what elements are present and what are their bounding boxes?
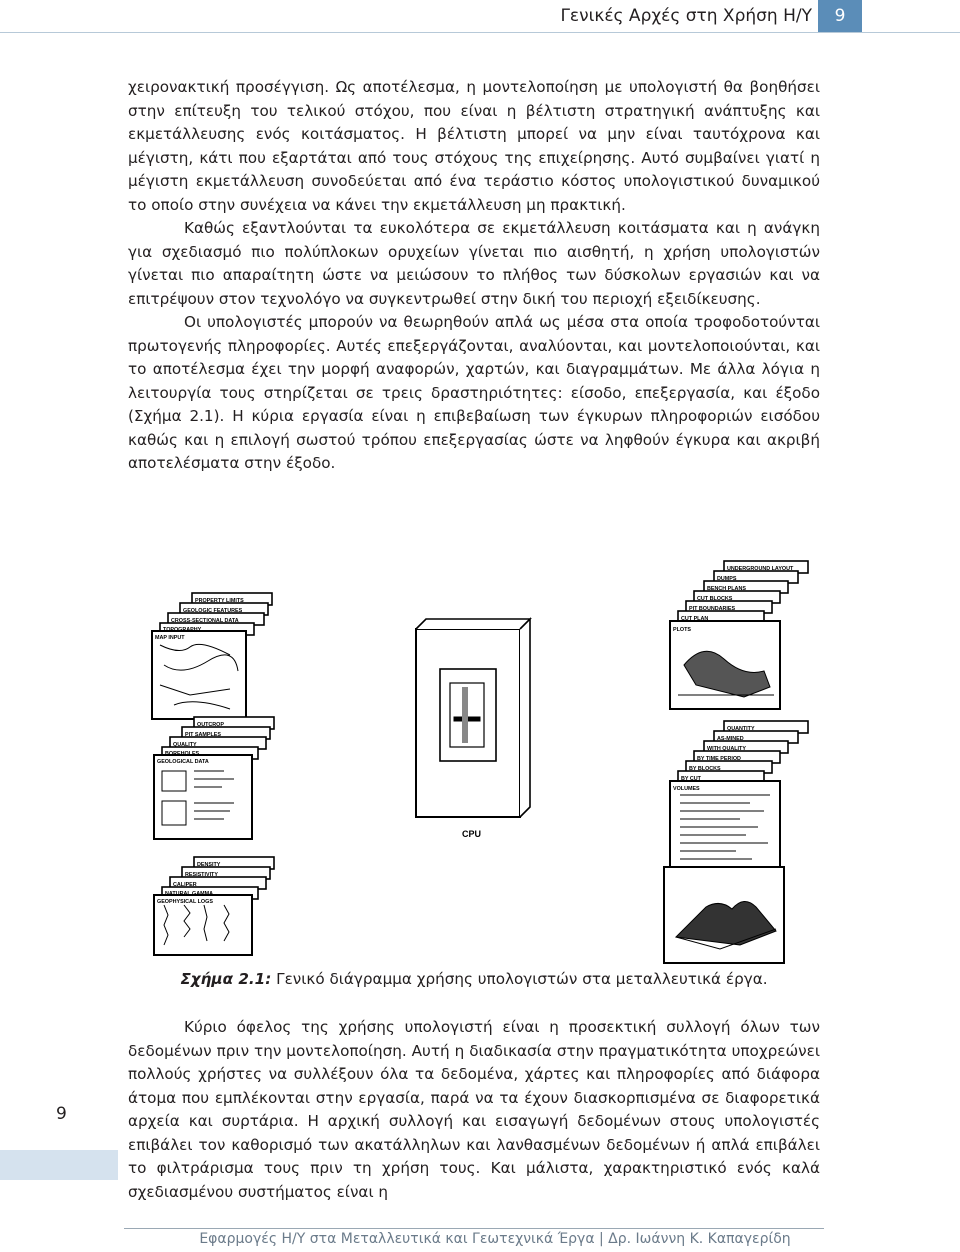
- label-dumps: DUMPS: [717, 576, 737, 582]
- label-property-limits: PROPERTY LIMITS: [195, 598, 244, 604]
- footer-divider: [124, 1228, 824, 1229]
- label-map-input: MAP INPUT: [155, 635, 185, 641]
- paragraph: Κύριο όφελος της χρήσης υπολογιστή είναι η προσεκτική συλλογή όλων των δεδομένων πριν την μοντελοποίηση. Αυτή η διαδικασία στην πραγματικότητα υποχρεώνει πολλούς χρήστες να συλλέξουν όλα τα δεδομένα, χάρτες και πληροφορίες από διάφορα άτομα που εμπλέκονται στην εργασία, παρά να τα έχουν διασκορπισμένα σε διαφορετικά αρχεία και συρτάρια. Η αρχική συλλογή και εισαγωγή δεδομένων στους υπολογιστές επιβάλει τον καθορισμό των ακατάλληλων και λανθασμένων δεδομένων ή απλά επιβάλει το φιλτράρισμα τους πριν τη χρήση τους. Και μάλιστα, χαρακτηριστικό ενός καλά σχεδιασμένου συστήματος είναι η: [128, 1018, 820, 1201]
- label-by-blocks: BY BLOCKS: [689, 766, 721, 772]
- label-quantity: QUANTITY: [727, 726, 755, 732]
- output-stack-plots: [670, 561, 808, 709]
- label-plots: PLOTS: [673, 627, 691, 633]
- side-page-number: 9: [56, 1104, 67, 1124]
- figure-computer-use-diagram: [124, 545, 822, 967]
- page-header-title: Γενικές Αρχές στη Χρήση Η/Υ: [560, 6, 812, 26]
- body-text-bottom: [128, 1016, 820, 1204]
- label-geologic-features: GEOLOGIC FEATURES: [183, 608, 243, 614]
- label-as-mined: AS-MINED: [717, 736, 744, 742]
- label-by-time-period: BY TIME PERIOD: [697, 756, 741, 762]
- output-stack-volumes: [670, 721, 808, 877]
- label-pit-samples: PIT SAMPLES: [185, 732, 221, 738]
- page-number-tab: 9: [818, 0, 862, 32]
- paragraph: Οι υπολογιστές μπορούν να θεωρηθούν απλά ως μέσα στα οποία τροφοδοτούνται πρωτογενής πληροφορίες. Αυτές επεξεργάζονται, αναλύονται, και μοντελοποιούνται, και το αποτέλεσμα έχει την μορφή αναφορών, χαρτών, και διαγραμμάτων. Με άλλα λόγια η λειτουργία τους στηρίζεται σε τρεις δραστηριότητες: είσοδο, επεξεργασία, και έξοδο (Σχήμα 2.1). Η κύρια εργασία είναι η επιβεβαίωση των έγκυρων πληροφοριών εισόδου καθώς και η επιλογή σωστού τρόπου επεξεργασίας ώστε να ληφθούν έγκυρα και ακριβή αποτελέσματα στην έξοδο.: [128, 313, 820, 472]
- output-surface-plot: [664, 867, 784, 963]
- label-by-cut: BY CUT: [681, 776, 701, 782]
- label-boreholes: BOREHOLES: [165, 751, 200, 757]
- label-cross-sectional-data: CROSS-SECTIONAL DATA: [171, 618, 239, 624]
- side-page-tab: [0, 1150, 118, 1180]
- caption-text: Γενικό διάγραμμα χρήσης υπολογιστών στα μεταλλευτικά έργα.: [271, 970, 768, 988]
- header-divider: [0, 32, 960, 33]
- label-topography: TOPOGRAPHY: [163, 627, 202, 633]
- label-cut-blocks: CUT BLOCKS: [697, 596, 733, 602]
- paragraph: χειρονακτική προσέγγιση. Ως αποτέλεσμα, η μοντελοποίηση με υπολογιστή θα βοηθήσει στην επίτευξη του τελικού στόχου, που είναι η βέλτιστη στρατηγική ανάπτυξης και εκμετάλλευσης ενός κοιτάσματος. Η βέλτιστη μπορεί να μην είναι ταυτόχρονα και μέγιστη, κάτι που εξαρτάται από τους στόχους της επιχείρησης. Αυτό συμβαίνει γιατί η μέγιστη εκμετάλλευση συνοδεύεται από ένα τεράστιο κόστος υπολογιστικού δυναμικού το οποίο στην συνέχεια να κάνει την εκμετάλλευση μη πρακτική.: [128, 78, 820, 214]
- label-pit-boundaries: PIT BOUNDARIES: [689, 606, 736, 612]
- label-cut-plan: CUT PLAN: [681, 616, 709, 622]
- label-geological-data: GEOLOGICAL DATA: [157, 759, 209, 765]
- figure-caption: [128, 970, 820, 988]
- label-outcrop: OUTCROP: [197, 722, 224, 728]
- paragraph: Καθώς εξαντλούνται τα ευκολότερα σε εκμετάλλευση κοιτάσματα και η ανάγκη για σχεδιασμό πιο πολύπλοκων ορυχείων γίνεται πιο αισθητή, η χρήση υπολογιστών γίνεται πιο απαραίτητη ώστε να μειώσουν το πλήθος των δύσκολων εργασιών και να επιτρέψουν στον τεχνολόγο να συγκεντρωθεί στην δική του περιοχή εξειδίκευσης.: [128, 219, 820, 308]
- label-with-quality: WITH QUALITY: [707, 746, 746, 752]
- caption-label: Σχήμα 2.1:: [180, 970, 272, 988]
- label-natural-gamma: NATURAL GAMMA: [165, 891, 214, 897]
- label-resistivity: RESISTIVITY: [185, 872, 218, 878]
- label-caliper: CALIPER: [173, 882, 197, 888]
- cpu-cabinet: [416, 619, 530, 817]
- body-text-top: [128, 76, 820, 476]
- label-geophysical-logs: GEOPHYSICAL LOGS: [157, 899, 213, 905]
- label-volumes: VOLUMES: [673, 786, 700, 792]
- label-underground-layout: UNDERGROUND LAYOUT: [727, 566, 794, 572]
- label-quality: QUALITY: [173, 742, 197, 748]
- label-density: DENSITY: [197, 862, 221, 868]
- cpu-label: CPU: [462, 829, 482, 839]
- page-footer: Εφαρμογές Η/Υ στα Μεταλλευτικά και Γεωτεχνικά Έργα | Δρ. Ιωάννη Κ. Καπαγερίδη: [199, 1231, 791, 1247]
- label-bench-plans: BENCH PLANS: [707, 586, 746, 592]
